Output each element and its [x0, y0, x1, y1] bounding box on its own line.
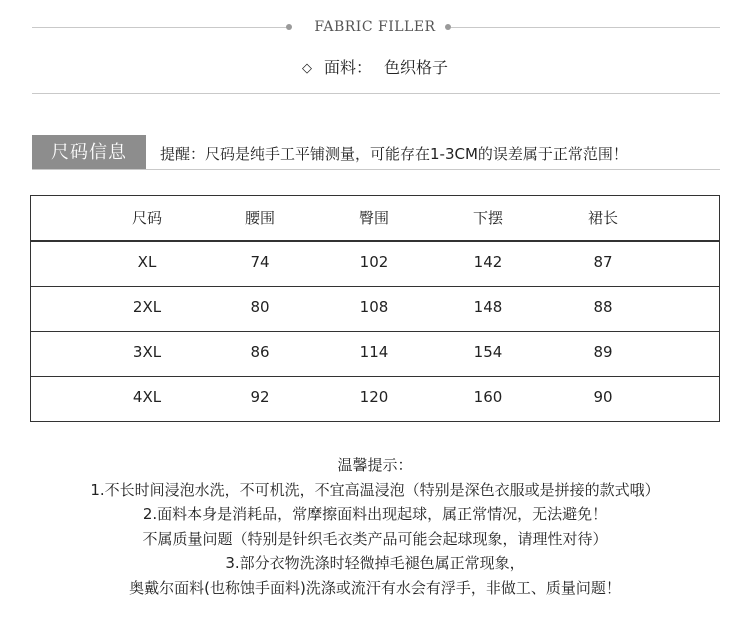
cell-size: 3XL	[132, 343, 162, 361]
header-title: FABRIC FILLER	[314, 19, 436, 35]
cell-size: XL	[137, 253, 157, 271]
fabric-divider	[32, 93, 720, 94]
cell-hip: 120	[359, 388, 389, 406]
note-line-1: 1.不长时间浸泡水洗，不可机洗，不宜高温浸泡（特别是深色衣服或是拼接的款式哦）	[90, 480, 660, 499]
size-info-tag: 尺码信息	[32, 135, 146, 170]
cell-hem: 160	[473, 388, 503, 406]
note-line-4: 3.部分衣物洗涤时轻微掉毛褪色属正常现象，	[225, 554, 525, 572]
cell-hip: 114	[359, 343, 389, 361]
care-notes	[0, 453, 750, 600]
note-line-3: 不属质量问题（特别是针织毛衣类产品可能会起球现象，请理性对待）	[142, 529, 608, 548]
cell-hem: 154	[473, 343, 503, 361]
header-cell-length: 裙长	[587, 209, 618, 227]
header-cell-waist: 腰围	[244, 209, 275, 227]
fabric-value: 色织格子	[384, 58, 449, 77]
cell-waist: 86	[250, 343, 270, 361]
fabric-label: 面料：	[323, 58, 372, 77]
cell-waist: 80	[250, 298, 270, 316]
size-reminder: 提醒：尺码是纯手工平铺测量，可能存在1-3CM的误差属于正常范围！	[160, 145, 628, 163]
cell-hip: 102	[359, 253, 389, 271]
header-cell-hem: 下摆	[472, 209, 503, 227]
cell-size: 2XL	[132, 298, 162, 316]
cell-length: 87	[593, 253, 613, 271]
header-divider-right	[451, 27, 720, 28]
cell-waist: 74	[250, 253, 270, 271]
cell-length: 88	[593, 298, 613, 316]
cell-length: 89	[593, 343, 613, 361]
cell-hem: 148	[473, 298, 503, 316]
header-cell-hip: 臀围	[358, 209, 389, 227]
note-line-5: 奥戴尔面料(也称蚀手面料)洗涤或流汗有水会有浮手，非做工、质量问题！	[129, 578, 621, 597]
cell-hip: 108	[359, 298, 389, 316]
cell-hem: 142	[473, 253, 503, 271]
size-info-underline	[32, 169, 720, 170]
cell-waist: 92	[250, 388, 270, 406]
cell-size: 4XL	[132, 388, 162, 406]
header-cell-size: 尺码	[131, 209, 162, 227]
note-line-2: 2.面料本身是消耗品，常摩擦面料出现起球，属正常情况，无法避免！	[142, 505, 608, 523]
fabric-info	[0, 55, 750, 78]
notes-title: 温馨提示：	[337, 456, 413, 474]
cell-length: 90	[593, 388, 613, 406]
diamond-icon: ◇	[301, 61, 312, 76]
